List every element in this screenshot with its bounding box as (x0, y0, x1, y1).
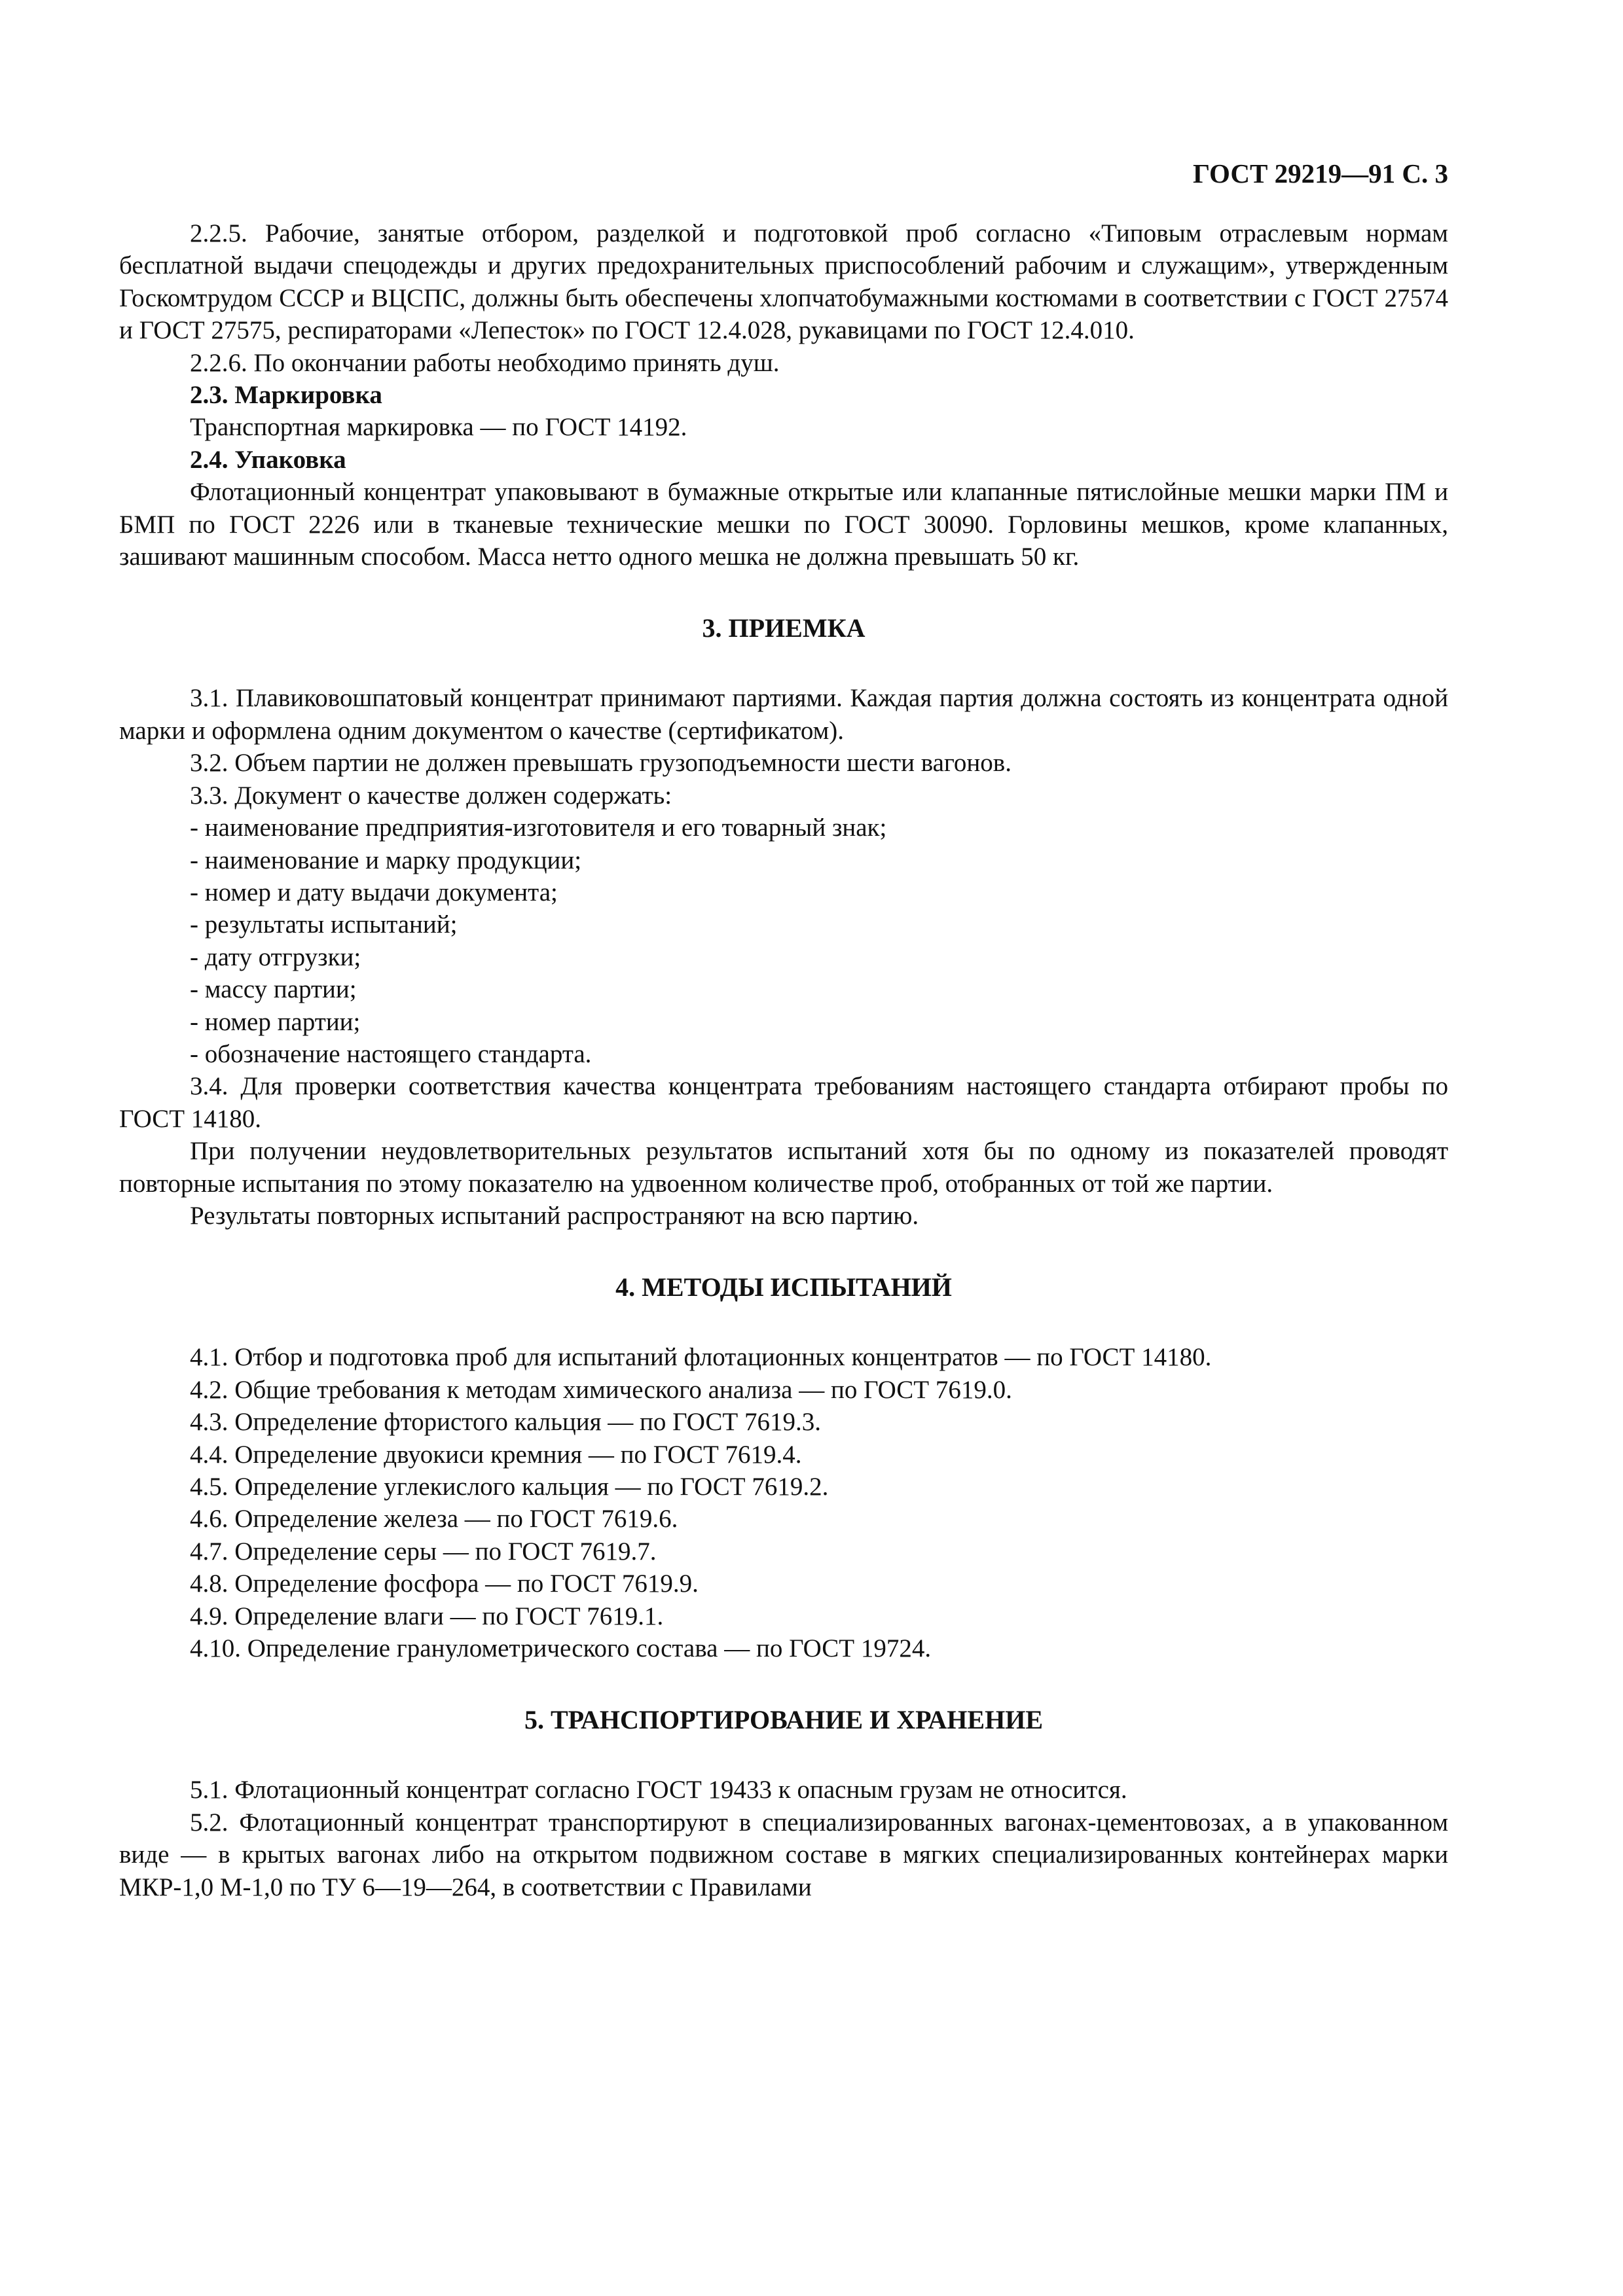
clause-4-3: 4.3. Определение фтористого кальция — по ГОСТ 7619.3. (190, 1408, 821, 1437)
clause-4-2: 4.2. Общие требования к методам химического анализа — по ГОСТ 7619.0. (190, 1375, 1012, 1404)
clause-2-4-text: Флотационный концентрат упаковывают в бумажные открытые или клапанные пятислойные мешки марки ПМ и БМП по ГОСТ 2226 или в тканевые технические мешки по ГОСТ 30090. Горловины мешков, кроме клапанных, зашивают машинным способом. Масса нетто одного мешка не должна превышать 50 кг. (119, 478, 1448, 571)
clause-4-1: 4.1. Отбор и подготовка проб для испытаний флотационных концентратов — по ГОСТ 14180. (190, 1343, 1212, 1372)
list-item: - номер и дату выдачи документа; (190, 878, 558, 906)
clause-4-7: 4.7. Определение серы — по ГОСТ 7619.7. (190, 1537, 657, 1566)
clause-4-5: 4.5. Определение углекислого кальция — по ГОСТ 7619.2. (190, 1473, 829, 1501)
clause-4-8: 4.8. Определение фосфора — по ГОСТ 7619.9. (190, 1570, 699, 1598)
document-page (119, 157, 1448, 1903)
section-3-title: 3. ПРИЕМКА (702, 613, 866, 643)
section-5-title: 5. ТРАНСПОРТИРОВАНИЕ И ХРАНЕНИЕ (524, 1705, 1043, 1735)
clause-2-2-6: 2.2.6. По окончании работы необходимо принять душ. (190, 348, 780, 377)
clause-4-6: 4.6. Определение железа — по ГОСТ 7619.6. (190, 1505, 678, 1534)
clause-5-1: 5.1. Флотационный концентрат согласно ГОСТ 19433 к опасным грузам не относится. (190, 1776, 1127, 1804)
clause-2-2-5: 2.2.5. Рабочие, занятые отбором, разделкой и подготовкой проб согласно «Типовым отраслевым нормам бесплатной выдачи спецодежды и других предохранительных приспособлений рабочим и служащим», утвержденным Госкомтрудом СССР и ВЦСПС, должны быть обеспечены хлопчатобумажными костюмами в соответствии с ГОСТ 27574 и ГОСТ 27575, респираторами «Лепесток» по ГОСТ 12.4.028, рукавицами по ГОСТ 12.4.010. (119, 219, 1448, 345)
clause-4-4: 4.4. Определение двуокиси кремния — по ГОСТ 7619.4. (190, 1440, 802, 1469)
running-title: ГОСТ 29219—91 С. 3 (1192, 158, 1448, 188)
clause-5-2: 5.2. Флотационный концентрат транспортируют в специализированных вагонах-цементовозах, а в упакованном виде — в крытых вагонах либо на открытом подвижном составе в мягких специализированных контейнерах марки МКР-1,0 М-1,0 по ТУ 6—19—264, в соответствии с Правилами (119, 1808, 1448, 1901)
heading-2-4: 2.4. Упаковка (190, 445, 346, 474)
clause-3-4-retest: При получении неудовлетворительных результатов испытаний хотя бы по одному из показателей проводят повторные испытания по этому показателю на удвоенном количестве проб, отобранных от той же партии. (119, 1137, 1448, 1198)
clause-4-9: 4.9. Определение влаги — по ГОСТ 7619.1. (190, 1602, 664, 1630)
heading-2-3: 2.3. Маркировка (190, 381, 382, 410)
list-item: - обозначение настоящего стандарта. (190, 1039, 592, 1068)
section-4-title: 4. МЕТОДЫ ИСПЫТАНИЙ (615, 1272, 952, 1302)
clause-2-3-text: Транспортная маркировка — по ГОСТ 14192. (190, 413, 687, 442)
clause-3-4: 3.4. Для проверки соответствия качества концентрата требованиям настоящего стандарта отбирают пробы по ГОСТ 14180. (119, 1072, 1448, 1133)
clause-3-1: 3.1. Плавиковошпатовый концентрат принимают партиями. Каждая партия должна состоять из концентрата одной марки и оформлена одним документом о качестве (сертификатом). (119, 684, 1448, 745)
list-item: - номер партии; (190, 1007, 361, 1036)
list-item: - наименование и марку продукции; (190, 846, 582, 874)
clause-3-3: 3.3. Документ о качестве должен содержать: (190, 781, 672, 810)
clause-4-10: 4.10. Определение гранулометрического состава — по ГОСТ 19724. (190, 1634, 932, 1663)
list-item: - наименование предприятия-изготовителя и его товарный знак; (190, 814, 887, 842)
list-item: - дату отгрузки; (190, 942, 361, 971)
list-item: - массу партии; (190, 975, 357, 1004)
clause-3-2: 3.2. Объем партии не должен превышать грузоподъемности шести вагонов. (190, 749, 1012, 778)
clause-3-4-result: Результаты повторных испытаний распространяют на всю партию. (190, 1201, 919, 1230)
list-item: - результаты испытаний; (190, 910, 458, 939)
